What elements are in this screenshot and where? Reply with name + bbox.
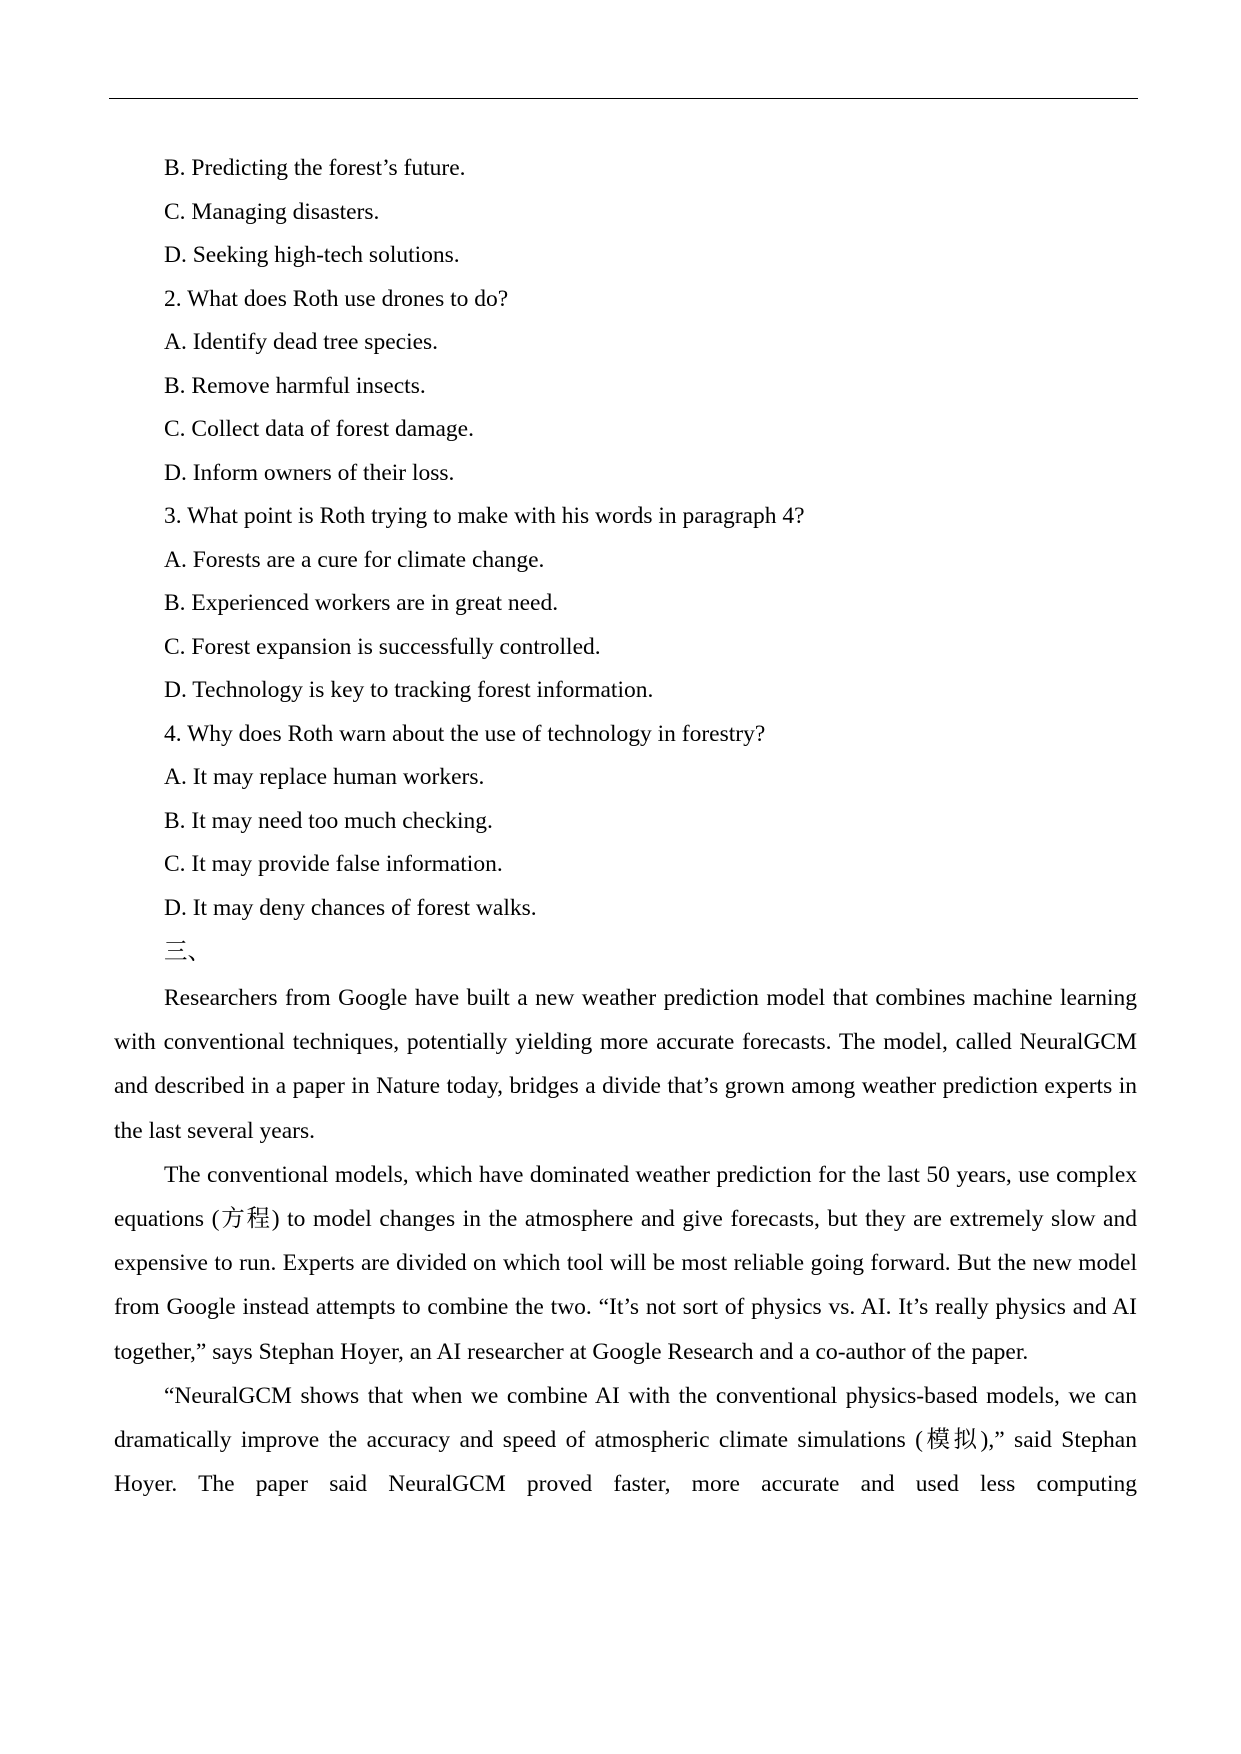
question-4: 4. Why does Roth warn about the use of technology in forestry? bbox=[164, 720, 766, 747]
option-2b: B. Remove harmful insects. bbox=[164, 372, 426, 399]
option-1c: C. Managing disasters. bbox=[164, 198, 380, 225]
passage-paragraph-2: The conventional models, which have dominated weather prediction for the last 50 years, use complex equations (方程) to model changes in the atmosphere and give forecasts, but they are extremely slow and expensive to run. Experts are divided on which tool will be most reliable going forward. But the new model from Google instead attempts to combine the two. “It’s not sort of physics vs. AI. It’s really physics and AI together,” says Stephan Hoyer, an AI researcher at Google Research and a co-author of the paper. bbox=[114, 1161, 1137, 1365]
header-rule bbox=[109, 98, 1138, 99]
passage-paragraph-3: “NeuralGCM shows that when we combine AI with the conventional physics-based models, we can dramatically improve the accuracy and speed of atmospheric climate simulations (模拟),” said Stephan Hoyer. The paper said NeuralGCM proved faster, more accurate and used less computing bbox=[114, 1382, 1137, 1498]
option-2a: A. Identify dead tree species. bbox=[164, 329, 439, 355]
option-2c: C. Collect data of forest damage. bbox=[164, 416, 474, 442]
question-3: 3. What point is Roth trying to make with his words in paragraph 4? bbox=[164, 503, 805, 529]
option-3b: B. Experienced workers are in great need. bbox=[164, 590, 559, 616]
option-1d: D. Seeking high-tech solutions. bbox=[164, 242, 460, 268]
passage-paragraph-1: Researchers from Google have built a new weather prediction model that combines machine learning with conventional techniques, potentially yielding more accurate forecasts. The model, called NeuralGCM and described in a paper in Nature today, bridges a divide that’s grown among weather prediction experts in the last several years. bbox=[114, 985, 1137, 1144]
section-heading: 三、 bbox=[164, 937, 211, 965]
question-options-list bbox=[164, 147, 1124, 930]
option-3a: A. Forests are a cure for climate change. bbox=[164, 546, 545, 573]
option-2d: D. Inform owners of their loss. bbox=[164, 459, 455, 486]
option-4d: D. It may deny chances of forest walks. bbox=[164, 894, 537, 921]
option-4c: C. It may provide false information. bbox=[164, 851, 503, 877]
reading-passage bbox=[114, 976, 1137, 1506]
option-1b: B. Predicting the forest’s future. bbox=[164, 155, 466, 181]
option-3d: D. Technology is key to tracking forest information. bbox=[164, 677, 654, 703]
option-3c: C. Forest expansion is successfully controlled. bbox=[164, 633, 601, 660]
question-2: 2. What does Roth use drones to do? bbox=[164, 285, 509, 312]
option-4b: B. It may need too much checking. bbox=[164, 807, 493, 834]
option-4a: A. It may replace human workers. bbox=[164, 764, 485, 790]
